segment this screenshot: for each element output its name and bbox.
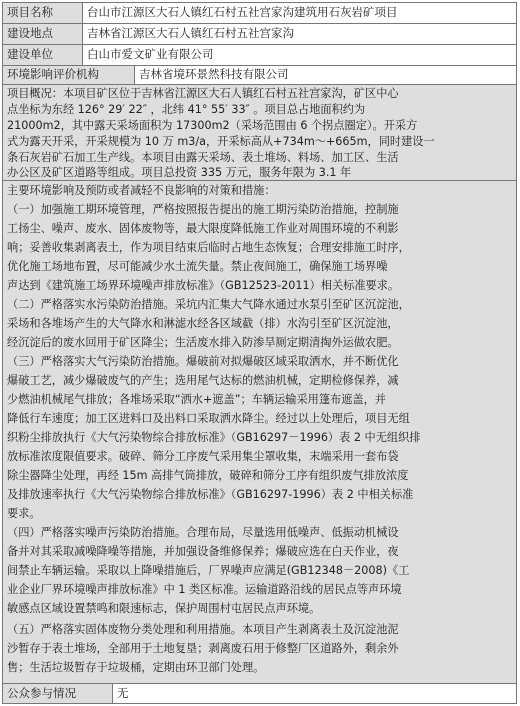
- measures-line: 备并对其采取减噪降噪等措施，并加强设备维修保养；爆破应选在白天作业，夜: [7, 545, 399, 558]
- measures-line: 业企业厂界环境噪声排放标准》中 1 类区标准。运输道路沿线的居民点等声环境: [7, 583, 402, 596]
- overview-line: 式为露天开采，开采规模为 10 万 m3/a，开采标高从+734m～+665m，同时建设一: [7, 135, 435, 148]
- row-unit: [3, 45, 516, 66]
- project-name-label: 项目名称: [3, 3, 83, 23]
- row-project-name: [3, 3, 516, 24]
- measures-line: 采场和各堆场产生的大气降水和淋滤水经各区域截（排）水沟引至矿区沉淀池，: [7, 317, 399, 330]
- mitigation-measures: [3, 181, 516, 684]
- measures-line: 工扬尘、噪声、废水、固体废物等，最大限度降低施工作业对周围环境的不利影: [7, 222, 399, 235]
- measures-line: 爆破工艺，减少爆破废气的产生；选用尾气达标的燃油机械，定期检修保养，减: [7, 374, 399, 387]
- overview-line: 项目概况：本项目矿区位于吉林省江源区大石人镇红石村五社宫家沟，矿区中心: [7, 87, 399, 100]
- measures-line: 要求。: [7, 507, 41, 520]
- eia-label: 环境影响评价机构: [3, 66, 135, 84]
- eia-summary-table: [2, 2, 517, 704]
- measures-line: 间禁止车辆运输。采取以上降噪措施后，厂界噪声应满足(GB12348－2008)《工: [7, 564, 410, 577]
- measures-line: （三）严格落实大气污染防治措施。爆破前对拟爆破区域采取洒水，并不断优化: [7, 355, 399, 368]
- measures-line: 经沉淀后的废水回用于矿区降尘；生活废水排入防渗旱厕定期清掏外运做农肥。: [7, 336, 399, 349]
- location-value: 吉林省江源区大石人镇红石村五社宫家沟: [87, 26, 294, 40]
- measures-heading: 主要环境影响及预防或者减轻不良影响的对策和措施：: [7, 184, 276, 197]
- overview-line: 办公区及矿区道路等组成。项目总投资 335 万元，服务年限为 3.1 年: [7, 166, 352, 179]
- measures-line: 响；妥善收集剥离表土，作为项目结束后临时占地生态恢复；合理安排施工时序，: [7, 241, 410, 254]
- measures-line: （一）加强施工期环境管理，严格按照报告提出的施工期污染防治措施，控制施: [7, 203, 399, 216]
- eia-value: 吉林省境环景然科技有限公司: [139, 67, 289, 81]
- unit-label: 建设单位: [3, 45, 83, 65]
- project-name-value: 台山市江源区大石人镇红石村五社宫家沟建筑用石灰岩矿项目: [87, 5, 398, 19]
- measures-line: （五）严格落实固体废物分类处理和利用措施。本项目产生剥离表土及沉淀池泥: [7, 623, 399, 636]
- public-value: 无: [117, 686, 129, 700]
- overview-line: 条石灰岩矿石加工生产线。本项目由露天采场、表土堆场、料场、加工区、生活: [7, 151, 399, 164]
- measures-line: 放标准浓度限值要求。破碎、筛分工序废气采用集尘罩收集，末端采用一套布袋: [7, 450, 399, 463]
- measures-line: 沙暂存于表土堆场，全部用于土地复垦；剥离废石用于修整厂区道路外，剩余外: [7, 642, 399, 655]
- overview-line: 21000m2，其中露天采场面积为 17300m2（采场范围由 6 个拐点圈定）。开采方: [7, 119, 418, 132]
- measures-line: 除尘器降尘处理，再经 15m 高排气筒排放，破碎和筛分工序有组织废气排放浓度: [7, 469, 409, 482]
- unit-value: 白山市爱文矿业有限公司: [87, 47, 214, 61]
- project-overview: [3, 85, 516, 181]
- measures-line: 降低行车速度；加工区进料口及出料口采取洒水降尘。经过以上处理后，项目无组: [7, 412, 410, 425]
- measures-line: 及排放速率执行《大气污染物综合排放标准》（GB16297-1996）表 2 中相关标准: [7, 488, 414, 501]
- measures-line: 敏感点区域设置禁鸣和限速标志，保护周围村屯居民点声环境。: [7, 602, 321, 615]
- row-location: [3, 24, 516, 45]
- measures-line: 声达到《建筑施工场界环境噪声排放标准》（GB12523-2011）相关标准要求。: [7, 279, 400, 292]
- row-public-participation: [3, 684, 516, 703]
- measures-line: （二）严格落实水污染防治措施。采坑内汇集大气降水通过水泵引至矿区沉淀池，: [7, 298, 410, 311]
- row-eia: [3, 66, 516, 85]
- location-label: 建设地点: [3, 24, 83, 44]
- measures-line: 少燃油机械尾气排放；各堆场采取“洒水+遮盖”；车辆运输采用篷布遮盖，并: [7, 393, 386, 406]
- measures-line: 织粉尘排放执行《大气污染物综合排放标准》（GB16297－1996）表 2 中无组织排: [7, 431, 421, 444]
- measures-line: （四）严格落实噪声污染防治措施。合理布局，尽量选用低噪声、低振动机械设: [7, 526, 399, 539]
- public-label: 公众参与情况: [3, 684, 113, 703]
- measures-line: 售；生活垃圾暂存于垃圾桶，定期由环卫部门处理。: [7, 661, 265, 674]
- overview-line: 点坐标为东经 126° 29′ 22″ ，北纬 41° 55′ 33″ 。项目总占地面积约为: [7, 103, 366, 116]
- measures-line: 优化施工场地布置，尽可能减少水土流失量。禁止夜间施工，确保施工场界噪: [7, 260, 388, 273]
